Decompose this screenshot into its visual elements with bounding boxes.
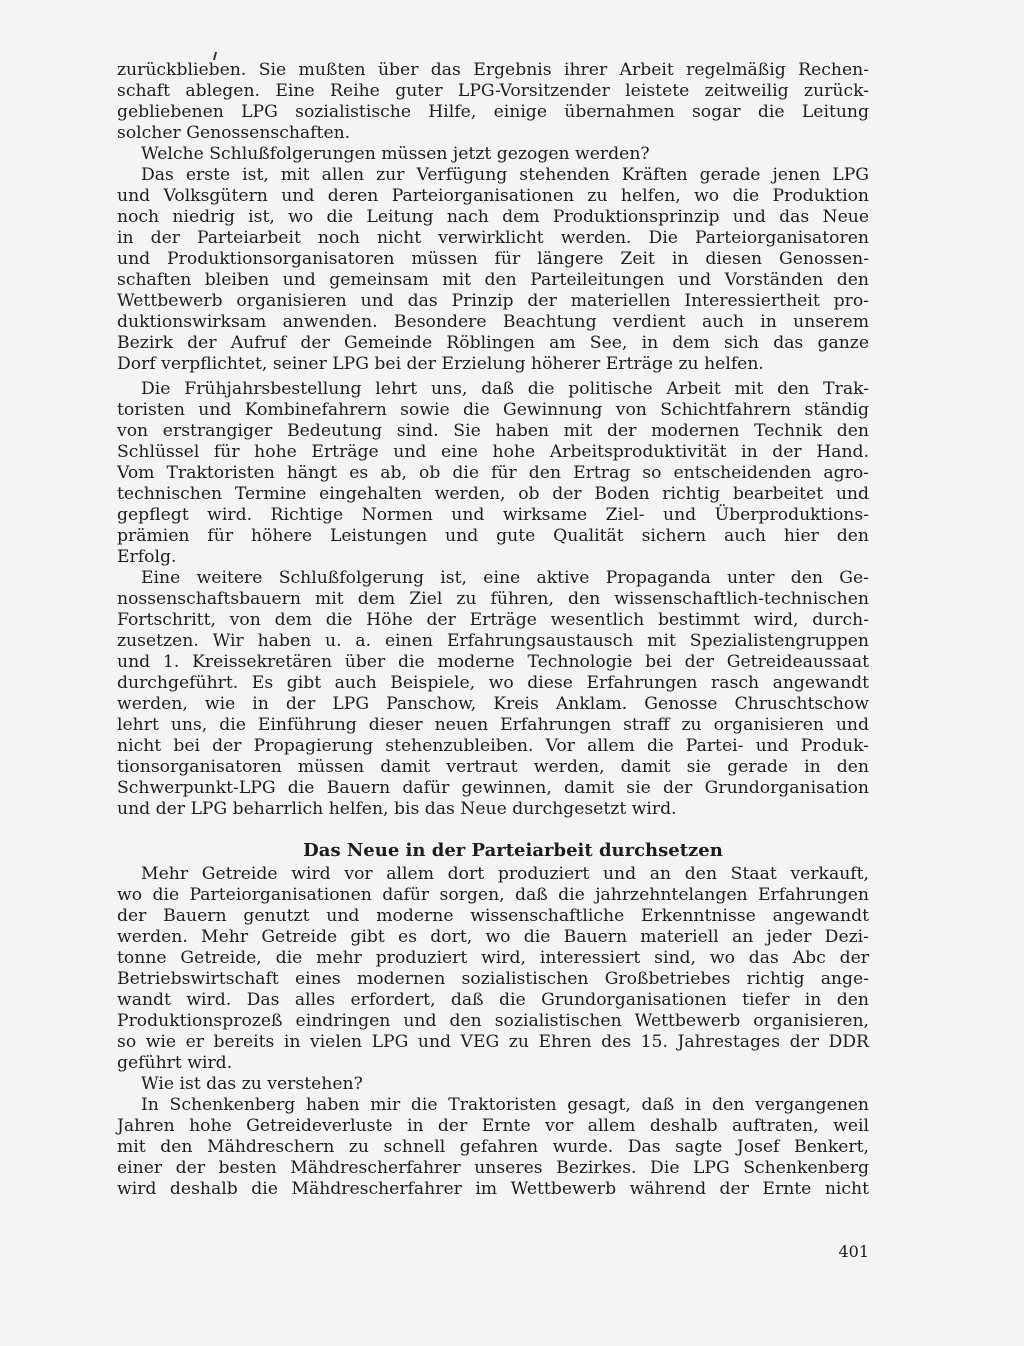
text-line: tionsorganisatoren müssen damit vertraut werden, damit sie gerade in den [117, 757, 869, 777]
text-line: und der LPG beharrlich helfen, bis das Neue durchgesetzt wird. [117, 799, 677, 819]
text-line: Jahren hohe Getreideverluste in der Ernte vor allem deshalb auftraten, weil [117, 1116, 869, 1136]
text-line: in der Parteiarbeit noch nicht verwirklicht werden. Die Parteiorganisatoren [117, 228, 869, 248]
text-line: zurückblieben. Sie mußten über das Ergebnis ihrer Arbeit regelmäßig Rechen- [117, 60, 869, 80]
text-line: Eine weitere Schlußfolgerung ist, eine aktive Propaganda unter den Ge- [141, 568, 869, 588]
text-line: Fortschritt, von dem die Höhe der Erträge wesentlich bestimmt wird, durch- [117, 610, 869, 630]
text-line: lehrt uns, die Einführung dieser neuen Erfahrungen straff zu organisieren und [117, 715, 869, 735]
text-line: Schwerpunkt-LPG die Bauern dafür gewinnen, damit sie der Grundorganisation [117, 778, 869, 798]
text-line: Schlüssel für hohe Erträge und eine hohe Arbeitsproduktivität in der Hand. [117, 442, 869, 462]
text-line: wo die Parteiorganisationen dafür sorgen, daß die jahrzehntelangen Erfahrungen [117, 885, 869, 905]
text-line: werden. Mehr Getreide gibt es dort, wo die Bauern materiell an jeder Dezi- [117, 927, 869, 947]
text-line: und Volksgütern und deren Parteiorganisationen zu helfen, wo die Produktion [117, 186, 869, 206]
text-line: Betriebswirtschaft eines modernen sozialistischen Großbetriebes richtig ange- [117, 969, 869, 989]
page-text [117, 60, 869, 1261]
text-line: werden, wie in der LPG Panschow, Kreis Anklam. Genosse Chruschtschow [117, 694, 869, 714]
text-line: technischen Termine eingehalten werden, ob der Boden richtig bearbeitet und [117, 484, 869, 504]
text-line: tonne Getreide, die mehr produziert wird, interessiert sind, wo das Abc der [117, 948, 869, 968]
text-line: Wie ist das zu verstehen? [141, 1074, 363, 1094]
text-line: wird deshalb die Mähdrescherfahrer im Wettbewerb während der Ernte nicht [117, 1179, 869, 1199]
text-line: Produktionsprozeß eindringen und den sozialistischen Wettbewerb organisieren, [117, 1011, 869, 1031]
text-line: mit den Mähdreschern zu schnell gefahren wurde. Das sagte Josef Benkert, [117, 1137, 869, 1157]
text-line: von erstrangiger Bedeutung sind. Sie haben mit der modernen Technik den [117, 421, 869, 441]
text-line: schaften bleiben und gemeinsam mit den Parteileitungen und Vorständen den [117, 270, 869, 290]
text-line: Dorf verpflichtet, seiner LPG bei der Erzielung höherer Erträge zu helfen. [117, 354, 764, 374]
text-line: wandt wird. Das alles erfordert, daß die Grundorganisationen tiefer in den [117, 990, 869, 1010]
text-line: noch niedrig ist, wo die Leitung nach dem Produktionsprinzip und das Neue [117, 207, 869, 227]
text-line: gebliebenen LPG sozialistische Hilfe, einige übernahmen sogar die Leitung [117, 102, 869, 122]
text-line: Die Frühjahrsbestellung lehrt uns, daß die politische Arbeit mit den Trak- [141, 379, 869, 399]
text-line: nicht bei der Propagierung stehenzubleiben. Vor allem die Partei- und Produk- [117, 736, 869, 756]
section-heading: Das Neue in der Parteiarbeit durchsetzen [303, 840, 723, 861]
text-line: und Produktionsorganisatoren müssen für längere Zeit in diesen Genossen- [117, 249, 869, 269]
text-line: duktionswirksam anwenden. Besondere Beachtung verdient auch in unserem [117, 312, 869, 332]
text-line: der Bauern genutzt und moderne wissenschaftliche Erkenntnisse angewandt [117, 906, 869, 926]
text-line: zusetzen. Wir haben u. a. einen Erfahrungsaustausch mit Spezialistengruppen [117, 631, 869, 651]
stray-ink-mark [213, 52, 217, 60]
text-line: In Schenkenberg haben mir die Traktoristen gesagt, daß in den vergangenen [141, 1095, 869, 1115]
text-line: Vom Traktoristen hängt es ab, ob die für den Ertrag so entscheidenden agro- [117, 463, 869, 483]
text-line: nossenschaftsbauern mit dem Ziel zu führen, den wissenschaftlich-technischen [117, 589, 869, 609]
text-line: und 1. Kreissekretären über die moderne Technologie bei der Getreideaussaat [117, 652, 869, 672]
text-line: so wie er bereits in vielen LPG und VEG zu Ehren des 15. Jahrestages der DDR [117, 1032, 869, 1052]
text-line: Mehr Getreide wird vor allem dort produziert und an den Staat verkauft, [141, 864, 869, 884]
text-line: geführt wird. [117, 1053, 233, 1073]
text-line: schaft ablegen. Eine Reihe guter LPG-Vorsitzender leistete zeitweilig zurück- [117, 81, 869, 101]
text-line: Bezirk der Aufruf der Gemeinde Röblingen am See, in dem sich das ganze [117, 333, 869, 353]
page-number: 401 [838, 1242, 869, 1261]
text-line: gepflegt wird. Richtige Normen und wirksame Ziel- und Überproduktions- [117, 505, 869, 525]
text-line: solcher Genossenschaften. [117, 123, 351, 143]
text-line: Erfolg. [117, 547, 177, 567]
text-line: prämien für höhere Leistungen und gute Qualität sichern auch hier den [117, 526, 869, 546]
text-line: einer der besten Mähdrescherfahrer unseres Bezirkes. Die LPG Schenkenberg [117, 1158, 869, 1178]
text-line: Welche Schlußfolgerungen müssen jetzt gezogen werden? [141, 144, 650, 164]
text-line: Das erste ist, mit allen zur Verfügung stehenden Kräften gerade jenen LPG [141, 165, 869, 185]
text-line: durchgeführt. Es gibt auch Beispiele, wo diese Erfahrungen rasch angewandt [117, 673, 869, 693]
text-line: Wettbewerb organisieren und das Prinzip der materiellen Interessiertheit pro- [117, 291, 869, 311]
text-line: toristen und Kombinefahrern sowie die Gewinnung von Schichtfahrern ständig [117, 400, 869, 420]
